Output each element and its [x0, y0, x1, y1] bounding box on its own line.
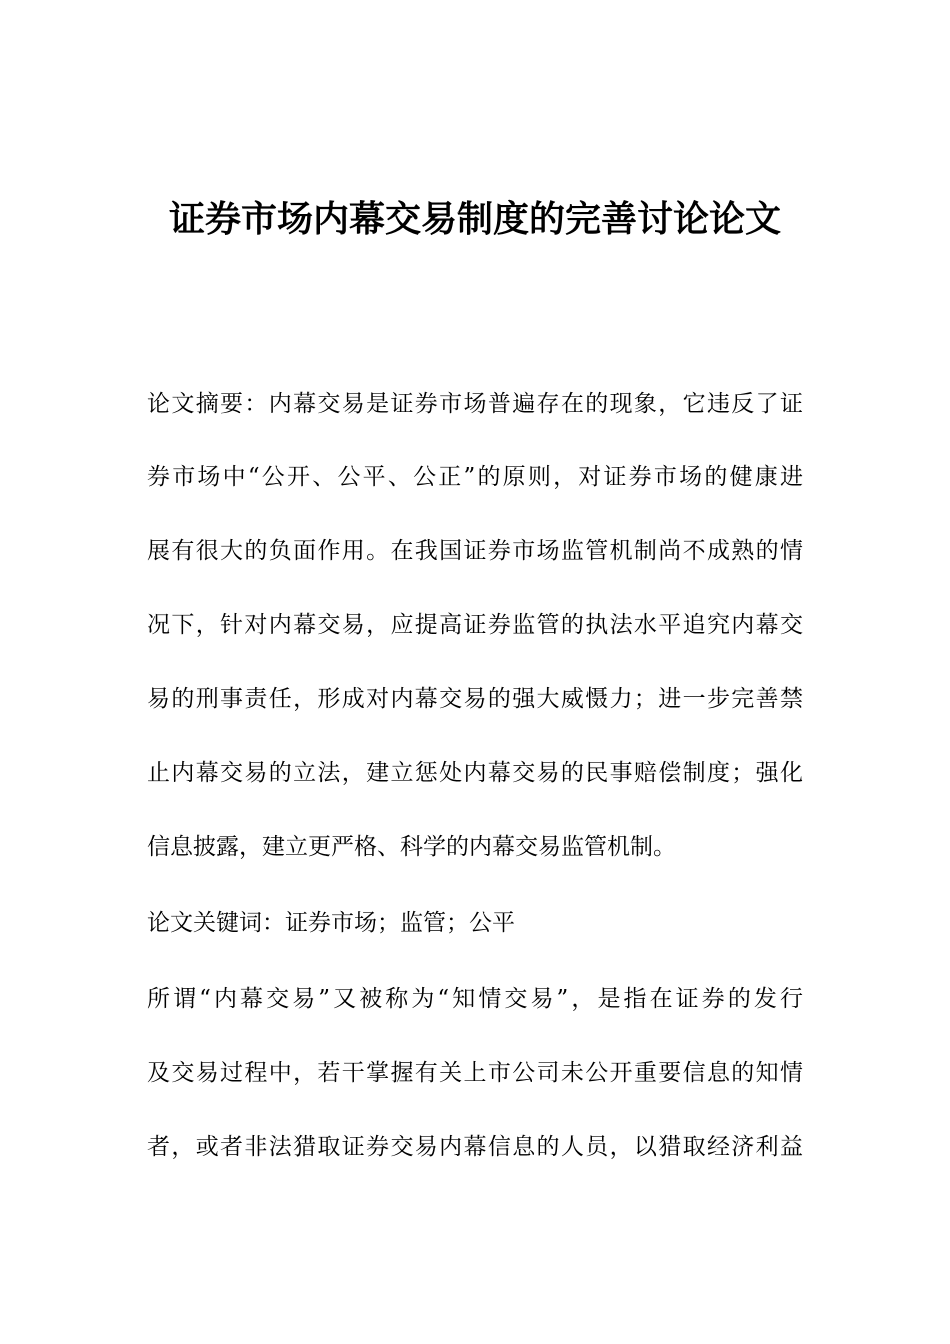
- abstract-line: 信息披露，建立更严格、科学的内幕交易监管机制。: [147, 834, 676, 860]
- abstract-line: 券市场中“公开、公平、公正”的原则，对证券市场的健康进: [147, 464, 803, 490]
- abstract-line: 论文摘要：内幕交易是证券市场普遍存在的现象，它违反了证: [147, 391, 803, 417]
- abstract-line: 展有很大的负面作用。在我国证券市场监管机制尚不成熟的情: [147, 538, 803, 564]
- body-line: 所谓“内幕交易”又被称为“知情交易”，是指在证券的发行: [147, 986, 803, 1012]
- document-title: 证券市场内幕交易制度的完善讨论论文: [168, 199, 781, 240]
- body-line: 及交易过程中，若干掌握有关上市公司未公开重要信息的知情: [147, 1060, 803, 1086]
- abstract-line: 易的刑事责任，形成对内幕交易的强大威慑力；进一步完善禁: [147, 686, 803, 712]
- abstract-line: 止内幕交易的立法，建立惩处内幕交易的民事赔偿制度；强化: [147, 760, 803, 786]
- abstract-line: 况下，针对内幕交易，应提高证券监管的执法水平追究内幕交: [147, 612, 803, 638]
- body-line: 者，或者非法猎取证券交易内幕信息的人员，以猎取经济利益: [147, 1134, 803, 1160]
- keywords-line: 论文关键词：证券市场；监管；公平: [147, 910, 515, 936]
